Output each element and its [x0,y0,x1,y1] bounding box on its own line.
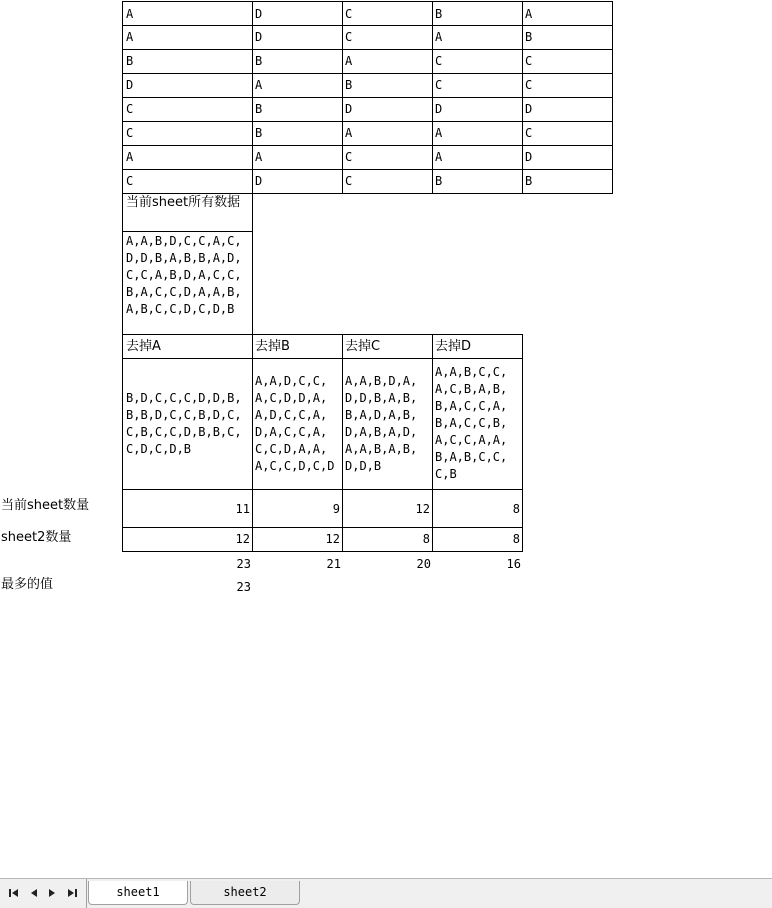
grid-cell[interactable]: C [122,169,253,194]
prev-sheet-button[interactable] [26,886,42,900]
grid-cell[interactable]: A [432,25,523,50]
sheet2-count-c[interactable]: 8 [342,527,433,552]
value-remove-c[interactable]: A,A,B,D,A,D,D,B,A,B,B,A,D,A,B,D,A,B,A,D,A,A,B,A,B,D,D,B [345,373,418,473]
grid-cell[interactable]: A [122,25,253,50]
last-sheet-button[interactable] [64,886,80,900]
current-count-d[interactable]: 8 [432,489,523,528]
grid-cell[interactable]: A [432,145,523,170]
value-remove-b[interactable]: A,A,D,C,C,A,C,D,D,A,A,D,C,C,A,D,A,C,C,A,C,C,D,A,A,A,C,C,D,C,D [255,373,335,473]
grid-cell[interactable]: A [432,121,523,146]
grid-cell[interactable]: B [342,73,433,98]
grid-cell[interactable]: B [252,49,343,74]
grid-cell[interactable]: A [122,145,253,170]
grid-cell[interactable]: D [522,97,613,122]
sheet2-count-label[interactable]: sheet2数量 [1,530,72,545]
tab-divider [86,879,87,908]
grid-cell[interactable]: C [522,121,613,146]
header-remove-a[interactable]: 去掉A [122,334,253,359]
tab-sheet2[interactable]: sheet2 [190,881,300,905]
grid-cell[interactable]: C [432,73,523,98]
sheet2-count-d[interactable]: 8 [432,527,523,552]
last-icon [66,888,78,898]
total-b[interactable]: 21 [326,557,341,571]
current-count-a[interactable]: 11 [122,489,253,528]
grid-cell[interactable]: A [342,49,433,74]
grid-cell[interactable]: B [432,169,523,194]
grid-cell[interactable]: B [252,97,343,122]
grid-cell[interactable]: A [122,1,253,26]
grid-cell[interactable]: B [432,1,523,26]
grid-cell[interactable]: D [252,25,343,50]
sheet2-count-b[interactable]: 12 [252,527,343,552]
next-icon [47,888,57,898]
total-a[interactable]: 23 [236,557,251,571]
grid-cell[interactable]: A [522,1,613,26]
grid-cell[interactable]: D [432,97,523,122]
grid-cell[interactable]: C [122,121,253,146]
grid-cell[interactable]: C [522,49,613,74]
grid-cell[interactable]: D [122,73,253,98]
first-icon [8,888,20,898]
grid-cell[interactable]: B [122,49,253,74]
grid-cell[interactable]: D [342,97,433,122]
grid-cell[interactable]: D [252,1,343,26]
total-c[interactable]: 20 [416,557,431,571]
all-data-header[interactable]: 当前sheet所有数据 [122,193,253,232]
grid-cell[interactable]: A [252,73,343,98]
grid-cell[interactable]: C [122,97,253,122]
total-d[interactable]: 16 [506,557,521,571]
sheet-tab-bar [0,878,772,908]
grid-cell[interactable]: B [522,169,613,194]
grid-cell[interactable]: C [342,145,433,170]
max-value-label[interactable]: 最多的值 [1,577,54,592]
current-count-b[interactable]: 9 [252,489,343,528]
header-remove-b[interactable]: 去掉B [252,334,343,359]
value-remove-a[interactable]: B,D,C,C,C,D,D,B,B,B,D,C,C,B,D,C,C,B,C,C,D,B,B,C,C,D,C,D,B [126,390,242,456]
value-remove-d[interactable]: A,A,B,C,C,A,C,B,A,B,B,A,C,C,A,B,A,C,C,B,A,C,C,A,A,B,A,B,C,C,C,B [435,365,508,481]
grid-cell[interactable]: C [342,1,433,26]
grid-cell[interactable]: B [522,25,613,50]
tab-sheet1[interactable]: sheet1 [88,881,188,905]
max-value[interactable]: 23 [236,580,251,594]
grid-cell[interactable]: C [432,49,523,74]
current-count-c[interactable]: 12 [342,489,433,528]
grid-cell[interactable]: D [522,145,613,170]
grid-cell[interactable]: C [522,73,613,98]
grid-cell[interactable]: C [342,169,433,194]
all-data-value[interactable]: A,A,B,D,C,C,A,C,D,D,B,A,B,B,A,D,C,C,A,B,D,A,C,C,B,A,C,C,D,A,A,B,A,B,C,C,D,C,D,B [122,232,253,335]
grid-cell[interactable]: B [252,121,343,146]
grid-cell[interactable]: D [252,169,343,194]
grid-cell[interactable]: A [252,145,343,170]
grid-cell[interactable]: A [342,121,433,146]
prev-icon [29,888,39,898]
grid-cell[interactable]: C [342,25,433,50]
header-remove-d[interactable]: 去掉D [432,334,523,359]
sheet2-count-a[interactable]: 12 [122,527,253,552]
header-remove-c[interactable]: 去掉C [342,334,433,359]
first-sheet-button[interactable] [6,886,22,900]
current-count-label[interactable]: 当前sheet数量 [1,498,90,513]
next-sheet-button[interactable] [44,886,60,900]
